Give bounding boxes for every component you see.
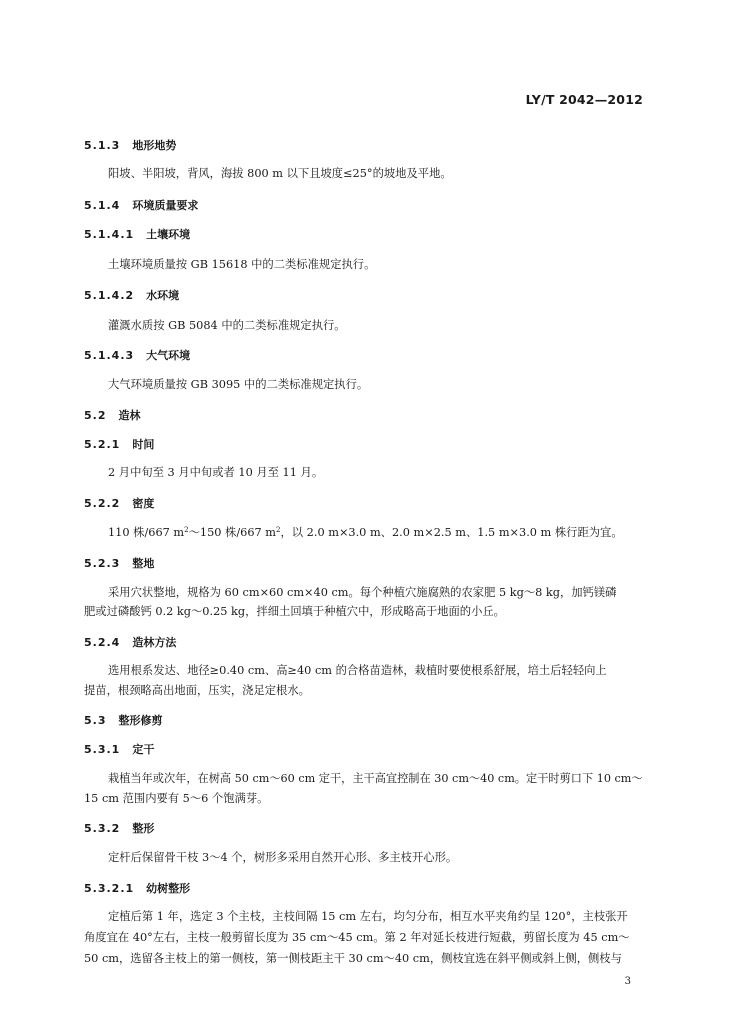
paragraph bbox=[108, 524, 623, 540]
paragraph: 2 月中旬至 3 月中旬或者 10 月至 11 月。 bbox=[108, 466, 324, 479]
section-number: 5.3 bbox=[84, 714, 107, 727]
section-title: 土壤环境 bbox=[146, 228, 191, 241]
section-number: 5.3.1 bbox=[84, 743, 121, 756]
section-heading bbox=[84, 226, 190, 242]
text-run: 110 株/667 m bbox=[108, 526, 185, 539]
section-heading bbox=[84, 741, 154, 757]
section-number: 5.1.3 bbox=[84, 139, 121, 152]
section-heading bbox=[84, 287, 179, 303]
section-number: 5.1.4 bbox=[84, 199, 121, 212]
section-number: 5.2.1 bbox=[84, 438, 121, 451]
section-heading bbox=[84, 880, 190, 896]
section-number: 5.2.3 bbox=[84, 557, 121, 570]
paragraph: 栽植当年或次年，在树高 50 cm～60 cm 定干，主干高宜控制在 30 cm～40 cm。定干时剪口下 10 cm～ bbox=[108, 772, 643, 785]
section-heading bbox=[84, 820, 154, 836]
section-title: 地形地势 bbox=[132, 139, 177, 152]
section-title: 大气环境 bbox=[146, 349, 191, 362]
section-number: 5.2.2 bbox=[84, 497, 121, 510]
paragraph-continuation: 肥或过磷酸钙 0.2 kg～0.25 kg，拌细土回填于种植穴中，形成略高于地面的小丘。 bbox=[84, 605, 505, 618]
section-number: 5.1.4.2 bbox=[84, 289, 135, 302]
section-heading bbox=[84, 197, 198, 213]
paragraph: 定杆后保留骨干枝 3～4 个，树形多采用自然开心形、多主枝开心形。 bbox=[108, 851, 458, 864]
paragraph-continuation: 角度宜在 40°左右，主枝一般剪留长度为 35 cm～45 cm。第 2 年对延长枝进行短截，剪留长度为 45 cm～ bbox=[84, 931, 630, 944]
section-heading bbox=[84, 634, 176, 650]
paragraph-continuation: 提苗，根颈略高出地面，压实，浇足定根水。 bbox=[84, 684, 310, 697]
section-number: 5.1.4.3 bbox=[84, 349, 135, 362]
section-heading bbox=[84, 495, 154, 511]
section-title: 水环境 bbox=[146, 289, 180, 302]
section-number: 5.1.4.1 bbox=[84, 228, 135, 241]
standard-code: LY/T 2042—2012 bbox=[525, 92, 643, 107]
section-title: 幼树整形 bbox=[146, 882, 191, 895]
section-heading bbox=[84, 712, 163, 728]
section-number: 5.3.2 bbox=[84, 822, 121, 835]
section-title: 整形修剪 bbox=[118, 714, 163, 727]
page-number: 3 bbox=[624, 976, 631, 987]
section-heading bbox=[84, 347, 190, 363]
section-title: 造林方法 bbox=[132, 636, 177, 649]
paragraph: 定植后第 1 年，选定 3 个主枝，主枝间隔 15 cm 左右，均匀分布，相互水平夹角约呈 120°，主枝张开 bbox=[108, 910, 628, 923]
paragraph: 采用穴状整地，规格为 60 cm×60 cm×40 cm。每个种植穴施腐熟的农家肥 5 kg～8 kg，加钙镁磷 bbox=[108, 586, 617, 599]
section-number: 5.3.2.1 bbox=[84, 882, 135, 895]
paragraph: 选用根系发达、地径≥0.40 cm、高≥40 cm 的合格苗造林，栽植时要使根系舒展，培土后轻轻向上 bbox=[108, 664, 607, 677]
section-heading bbox=[84, 137, 176, 153]
section-title: 时间 bbox=[132, 438, 155, 451]
section-heading bbox=[84, 407, 141, 423]
paragraph: 灌溉水质按 GB 5084 中的二类标准规定执行。 bbox=[108, 319, 346, 332]
text-run: ～150 株/667 m bbox=[188, 526, 277, 539]
section-heading bbox=[84, 436, 154, 452]
superscript: 2 bbox=[184, 526, 189, 534]
section-number: 5.2.4 bbox=[84, 636, 121, 649]
section-number: 5.2 bbox=[84, 409, 107, 422]
text-run: ，以 2.0 m×3.0 m、2.0 m×2.5 m、1.5 m×3.0 m 株行距为宜。 bbox=[280, 526, 623, 539]
paragraph: 大气环境质量按 GB 3095 中的二类标准规定执行。 bbox=[108, 378, 369, 391]
section-title: 整地 bbox=[132, 557, 155, 570]
paragraph-continuation: 15 cm 范围内要有 5～6 个饱满芽。 bbox=[84, 792, 269, 805]
paragraph-continuation: 50 cm，选留各主枝上的第一侧枝，第一侧枝距主干 30 cm～40 cm，侧枝宜选在斜平侧或斜上侧，侧枝与 bbox=[84, 952, 622, 965]
paragraph: 阳坡、半阳坡，背风，海拔 800 m 以下且坡度≤25°的坡地及平地。 bbox=[108, 167, 452, 180]
section-title: 整形 bbox=[132, 822, 155, 835]
section-title: 环境质量要求 bbox=[132, 199, 199, 212]
section-title: 造林 bbox=[118, 409, 141, 422]
section-title: 密度 bbox=[132, 497, 155, 510]
section-title: 定干 bbox=[132, 743, 155, 756]
paragraph: 土壤环境质量按 GB 15618 中的二类标准规定执行。 bbox=[108, 258, 376, 271]
section-heading bbox=[84, 555, 154, 571]
superscript: 2 bbox=[276, 526, 281, 534]
